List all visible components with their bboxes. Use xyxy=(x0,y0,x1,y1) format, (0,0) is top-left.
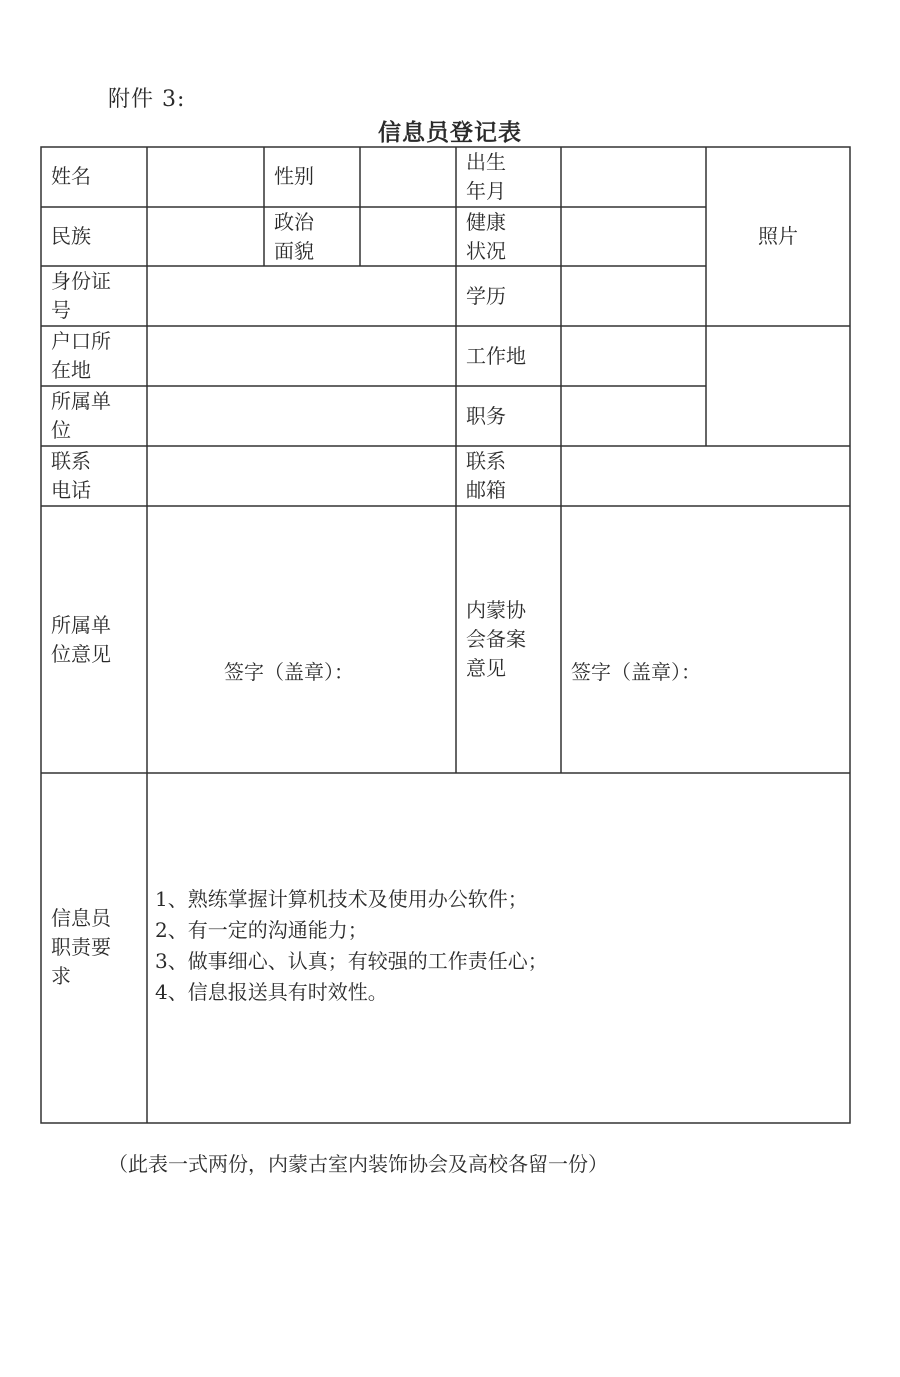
label-ethnicity: 民族 xyxy=(51,224,91,248)
label-unit: 所属单 位 xyxy=(51,389,111,442)
requirement-item: 3、做事细心、认真；有较强的工作责任心； xyxy=(155,949,548,973)
unit-signature-line: 签字（盖章）： xyxy=(224,660,354,684)
footnote: （此表一式两份，内蒙古室内装饰协会及高校各留一份） xyxy=(108,1152,608,1176)
attachment-label: 附件 3: xyxy=(108,87,186,112)
label-hukou: 户口所 在地 xyxy=(51,329,111,382)
label-position: 职务 xyxy=(466,404,506,428)
label-birth: 出生 年月 xyxy=(466,150,506,203)
form-title: 信息员登记表 xyxy=(378,119,522,146)
assoc-signature-line: 签字（盖章）： xyxy=(571,660,701,684)
label-education: 学历 xyxy=(466,284,506,308)
duty-requirements-list xyxy=(155,884,548,1008)
requirement-item: 2、有一定的沟通能力； xyxy=(155,918,368,942)
requirement-item: 1、熟练掌握计算机技术及使用办公软件； xyxy=(155,887,528,911)
label-assoc-opinion: 内蒙协 会备案 意见 xyxy=(466,598,526,680)
label-id-number: 身份证 号 xyxy=(51,269,111,322)
label-gender: 性别 xyxy=(274,164,314,188)
label-unit-opinion: 所属单 位意见 xyxy=(51,613,111,666)
label-email: 联系 邮箱 xyxy=(466,449,506,502)
label-photo: 照片 xyxy=(758,224,798,248)
label-workplace: 工作地 xyxy=(466,344,526,368)
label-phone: 联系 电话 xyxy=(51,449,91,502)
label-political: 政治 面貌 xyxy=(274,210,314,263)
label-health: 健康 状况 xyxy=(466,210,506,263)
label-duty: 信息员 职责要 求 xyxy=(51,906,111,988)
label-name: 姓名 xyxy=(51,164,91,188)
requirement-item: 4、信息报送具有时效性。 xyxy=(155,980,388,1004)
